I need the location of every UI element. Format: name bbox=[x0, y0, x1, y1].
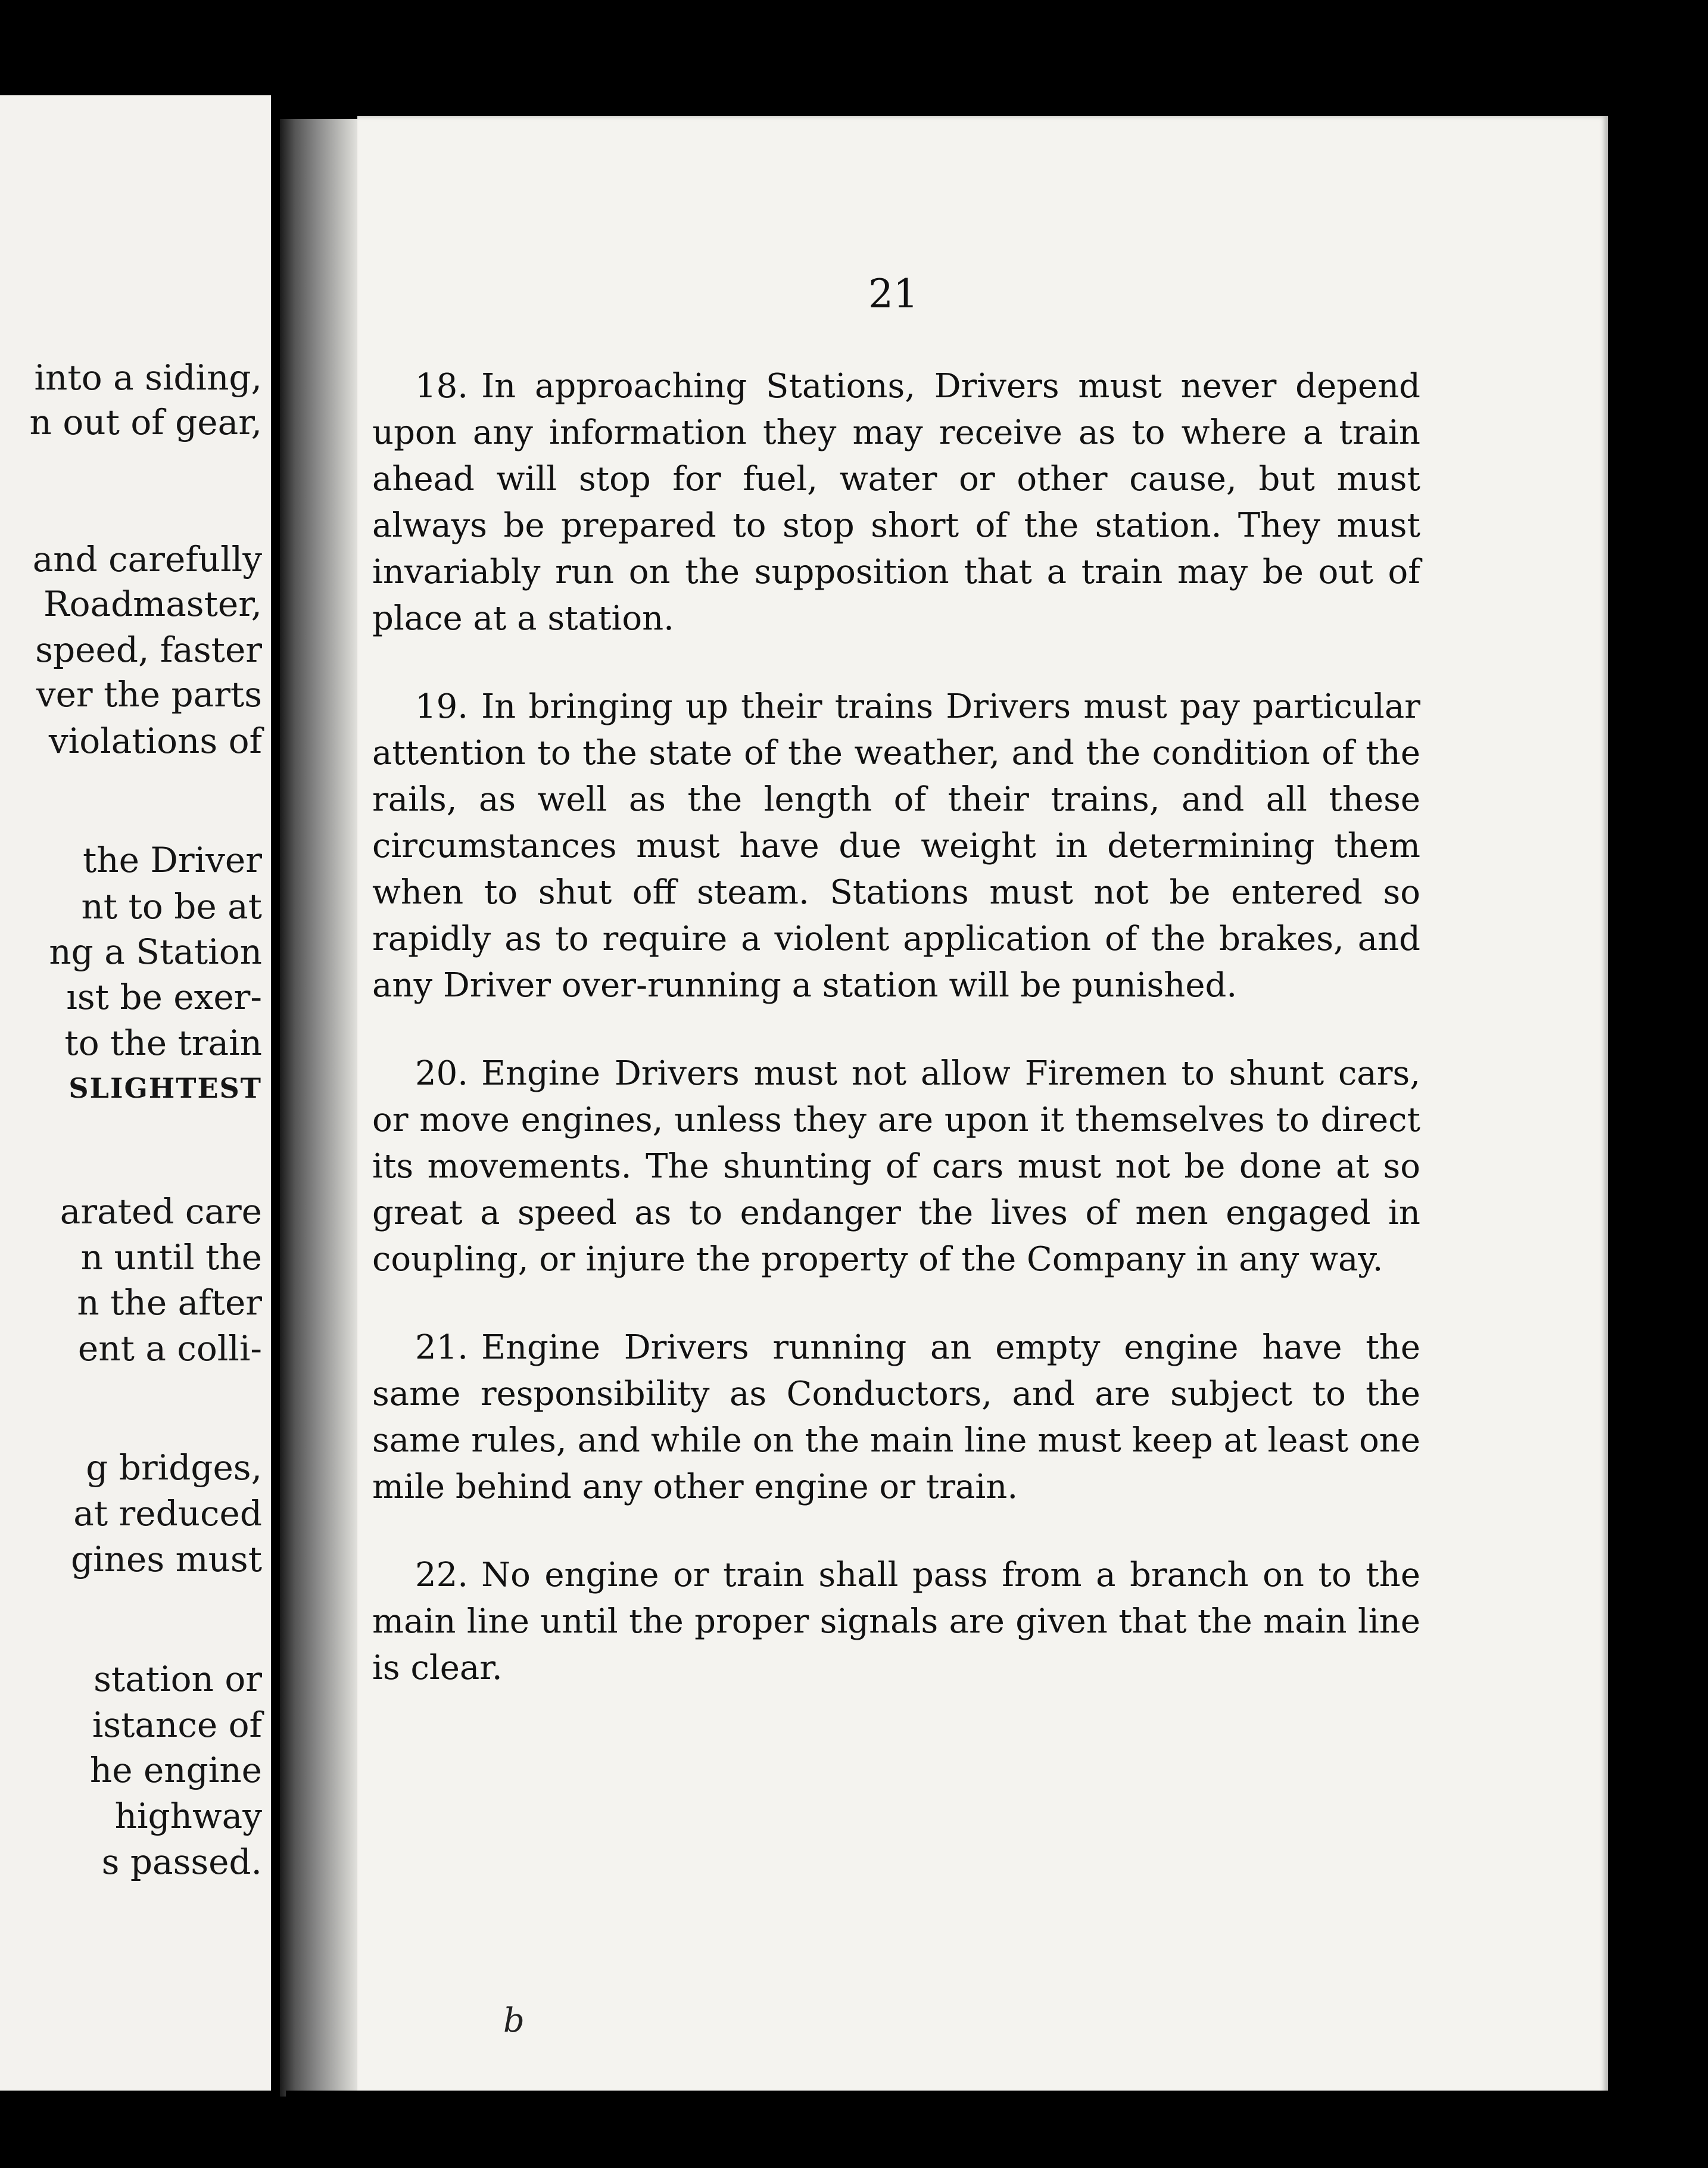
rule-number: 20. bbox=[415, 1054, 469, 1093]
rule-number: 18. bbox=[415, 367, 469, 406]
rule-number: 19. bbox=[415, 687, 469, 726]
rule-paragraph bbox=[372, 1552, 1420, 1692]
rule-paragraph bbox=[372, 1325, 1420, 1510]
left-line: istance of bbox=[92, 1705, 262, 1745]
left-line: violations of bbox=[48, 721, 262, 761]
left-line-caps: SLIGHTEST bbox=[68, 1072, 262, 1104]
left-line: s passed. bbox=[101, 1842, 262, 1882]
rule-text: No engine or train shall pass from a branch on to the main line until the proper signals are given that the main line is clear. bbox=[372, 1556, 1420, 1687]
rule-paragraph bbox=[372, 363, 1420, 642]
left-line: the Driver bbox=[82, 840, 262, 880]
right-page bbox=[357, 116, 1608, 2100]
rules-text bbox=[372, 363, 1420, 1733]
rule-number: 22. bbox=[415, 1556, 469, 1594]
left-page bbox=[0, 95, 286, 2091]
left-line: speed, faster bbox=[35, 630, 262, 670]
left-line: n out of gear, bbox=[29, 402, 262, 443]
rule-text: In approaching Stations, Drivers must never depend upon any information they may receive as to where a train ahead will stop for fuel, water or other cause, but must always be prepared to stop short of the station. They must invariably run on the supposition that a train may be out of place at a station. bbox=[372, 367, 1420, 638]
left-line: and carefully bbox=[32, 539, 262, 580]
left-line: to the train bbox=[64, 1023, 262, 1063]
left-line: station or bbox=[93, 1659, 262, 1699]
left-line: arated care bbox=[60, 1191, 262, 1232]
left-line: ıst be exer- bbox=[66, 977, 262, 1017]
left-line: at reduced bbox=[73, 1493, 262, 1534]
left-line: ver the parts bbox=[36, 674, 262, 715]
rule-number: 21. bbox=[415, 1328, 469, 1367]
bottom-edge bbox=[286, 2091, 1620, 2168]
left-line: ent a colli- bbox=[77, 1328, 262, 1369]
left-line: he engine bbox=[89, 1750, 262, 1790]
left-line: ng a Station bbox=[49, 932, 262, 972]
signature-mark: b bbox=[503, 2001, 525, 2040]
left-line: Roadmaster, bbox=[43, 584, 262, 624]
left-line: n until the bbox=[80, 1237, 262, 1278]
rule-paragraph bbox=[372, 1051, 1420, 1283]
left-line: nt to be at bbox=[81, 886, 262, 927]
book-gutter bbox=[280, 119, 363, 2097]
rule-paragraph bbox=[372, 684, 1420, 1009]
left-line: gines must bbox=[71, 1539, 262, 1580]
rule-text: Engine Drivers must not allow Firemen to shunt cars, or move engines, unless they are upon it themselves to direct its movements. The shunting of cars must not be done at so great a speed as to endanger the lives of men engaged in coupling, or injure the property of the Company in any way. bbox=[372, 1054, 1420, 1279]
left-line: into a siding, bbox=[34, 357, 262, 398]
page-number: 21 bbox=[868, 271, 918, 317]
left-line: n the after bbox=[77, 1282, 262, 1323]
rule-text: In bringing up their trains Drivers must pay particular attention to the state of the weather, and the condition of the rails, as well as the length of their trains, and all these circumstances must have due weight in determining them when to shut off steam. Stations must not be entered so rapidly as to require a violent application of the brakes, and any Driver over-running a station will be punished. bbox=[372, 687, 1420, 1005]
left-line: highway bbox=[114, 1796, 262, 1836]
left-line: g bridges, bbox=[86, 1447, 262, 1488]
rule-text: Engine Drivers running an empty engine have the same responsibility as Conductors, and are subject to the same rules, and while on the main line must keep at least one mile behind any other engine or train. bbox=[372, 1328, 1420, 1506]
